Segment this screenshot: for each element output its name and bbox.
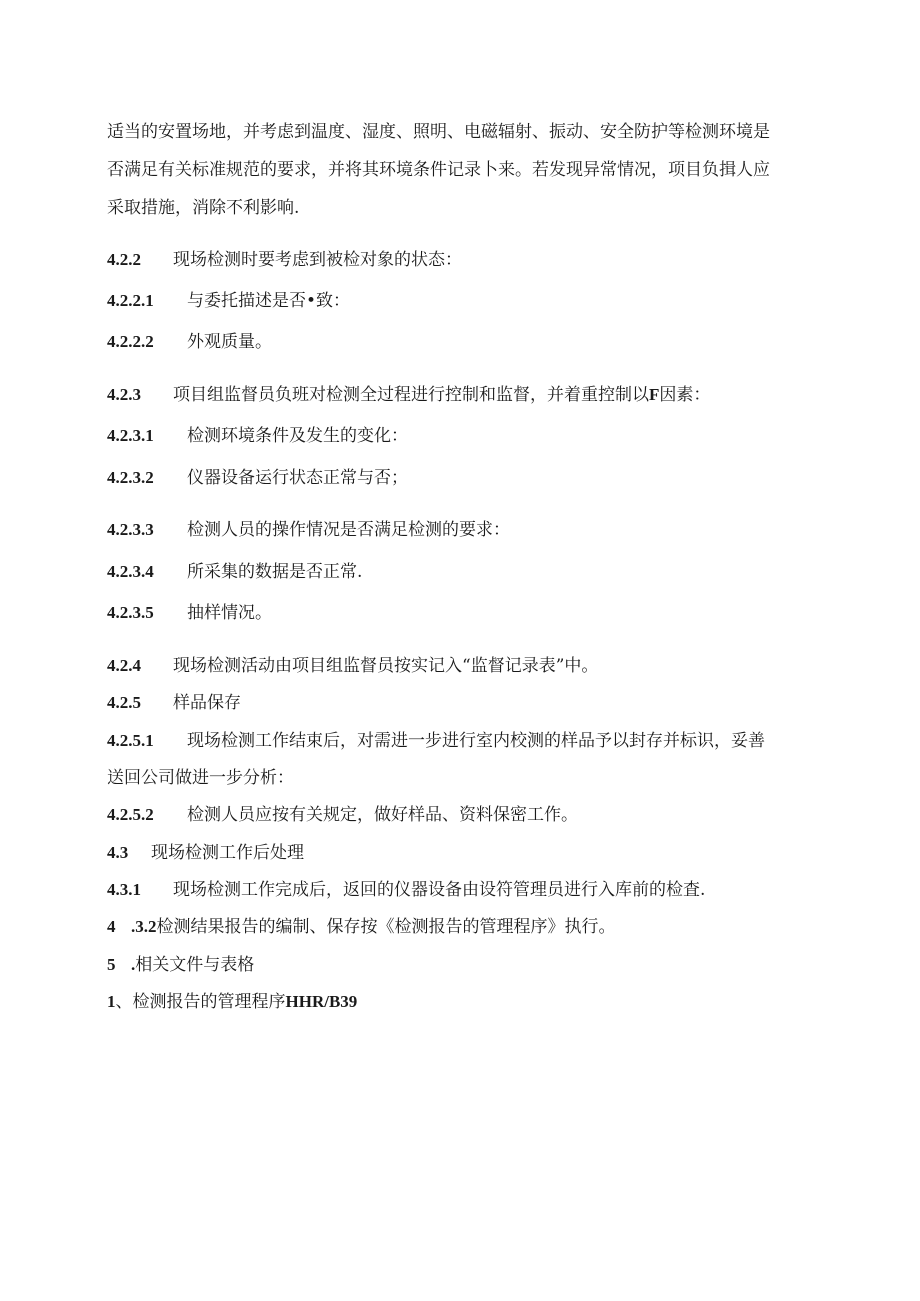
section-number: 4.2.4 <box>107 656 141 675</box>
section-number: 4.2.3.2 <box>107 468 154 487</box>
section-text: 与委托描述是否•致： <box>187 291 351 311</box>
section-number: 4.3.1 <box>107 880 141 899</box>
section-number: 4.2.3.5 <box>107 603 154 622</box>
section-text: 现场检测活动由项目组监督员按实记入“监督记录表”中。 <box>173 656 599 676</box>
section-text: 项目组监督员负班对检测全过程进行控制和监督，并着重控制以 <box>173 385 649 405</box>
section-text: 现场检测工作后处理 <box>151 843 304 863</box>
section-item <box>107 878 705 902</box>
section-number: 5 <box>107 955 116 974</box>
section-item <box>107 953 254 977</box>
section-text: 现场检测工作完成后，返回的仪器设备由设符管理员进行入库前的检査. <box>173 880 706 900</box>
section-number: 4.2.3 <box>107 385 141 404</box>
paragraph-line: 采取措施，消除不利影响. <box>107 198 300 218</box>
section-text: 检测环境条件及发生的变化： <box>187 426 408 446</box>
section-item <box>107 424 408 448</box>
section-number: 4.3 <box>107 843 129 862</box>
section-text: 外观质量。 <box>187 332 272 352</box>
section-number: 4 <box>107 917 116 936</box>
section-number: 4.2.5.2 <box>107 805 154 824</box>
section-item <box>107 248 462 272</box>
section-text: 、检测报告的管理程序 <box>115 992 286 1012</box>
section-text: 样品保存 <box>173 693 241 713</box>
section-item <box>107 560 362 584</box>
section-text: 仪器设备运行状态正常与否； <box>187 468 408 488</box>
section-item <box>107 383 710 407</box>
section-item <box>107 915 616 939</box>
section-number: 4.2.2 <box>107 250 141 269</box>
section-number: 4.2.3.1 <box>107 426 154 445</box>
paragraph-line: 否满足有关标准规范的要求，并将其环境条件记录卜来。若发现异常情况，项目负揖人应 <box>107 160 770 180</box>
section-number: 4.2.5.1 <box>107 731 154 750</box>
section-text: 因素： <box>659 385 711 405</box>
section-text: 现场检测工作结束后，对需进一步进行室内校测的样品予以封存并标识，妥善 <box>187 731 765 751</box>
section-text: 相关文件与表格 <box>135 955 255 975</box>
section-text: 所采集的数据是否正常. <box>187 562 363 582</box>
section-item <box>107 803 578 827</box>
section-text-bold: HHR/B39 <box>285 992 358 1011</box>
section-number: 4.2.5 <box>107 693 141 712</box>
section-number: 4.2.3.4 <box>107 562 154 581</box>
section-number: 4.2.3.3 <box>107 520 154 539</box>
section-text: 检测结果报告的编制、保存按《检测报告的管理程序》执行。 <box>156 917 616 937</box>
section-text: 检测人员的操作情况是否满足检测的要求： <box>187 520 510 540</box>
section-item <box>107 729 765 753</box>
section-item <box>107 990 357 1014</box>
section-continuation: 送回公司做进一步分析： <box>107 768 294 788</box>
section-item <box>107 691 241 715</box>
section-text-bold: F <box>649 385 660 404</box>
section-number: 1 <box>107 992 116 1011</box>
section-text: 抽样情况。 <box>187 603 272 623</box>
paragraph-line: 适当的安置场地，并考虑到温度、湿度、照明、电磁辐射、振动、安全防护等检测环境是 <box>107 122 770 142</box>
section-item <box>107 601 272 625</box>
section-item <box>107 518 510 542</box>
section-text: 检测人员应按有关规定，做好样品、资料保密工作。 <box>187 805 578 825</box>
section-item <box>107 841 304 865</box>
section-text: 现场检测时要考虑到被检对象的状态： <box>173 250 462 270</box>
section-item <box>107 330 272 354</box>
section-number-suffix: . <box>131 955 136 974</box>
section-item <box>107 466 408 490</box>
section-number: 4.2.2.2 <box>107 332 154 351</box>
section-item <box>107 289 350 313</box>
section-number: 4.2.2.1 <box>107 291 154 310</box>
section-item <box>107 654 598 678</box>
section-number-suffix: .3.2 <box>131 917 157 936</box>
